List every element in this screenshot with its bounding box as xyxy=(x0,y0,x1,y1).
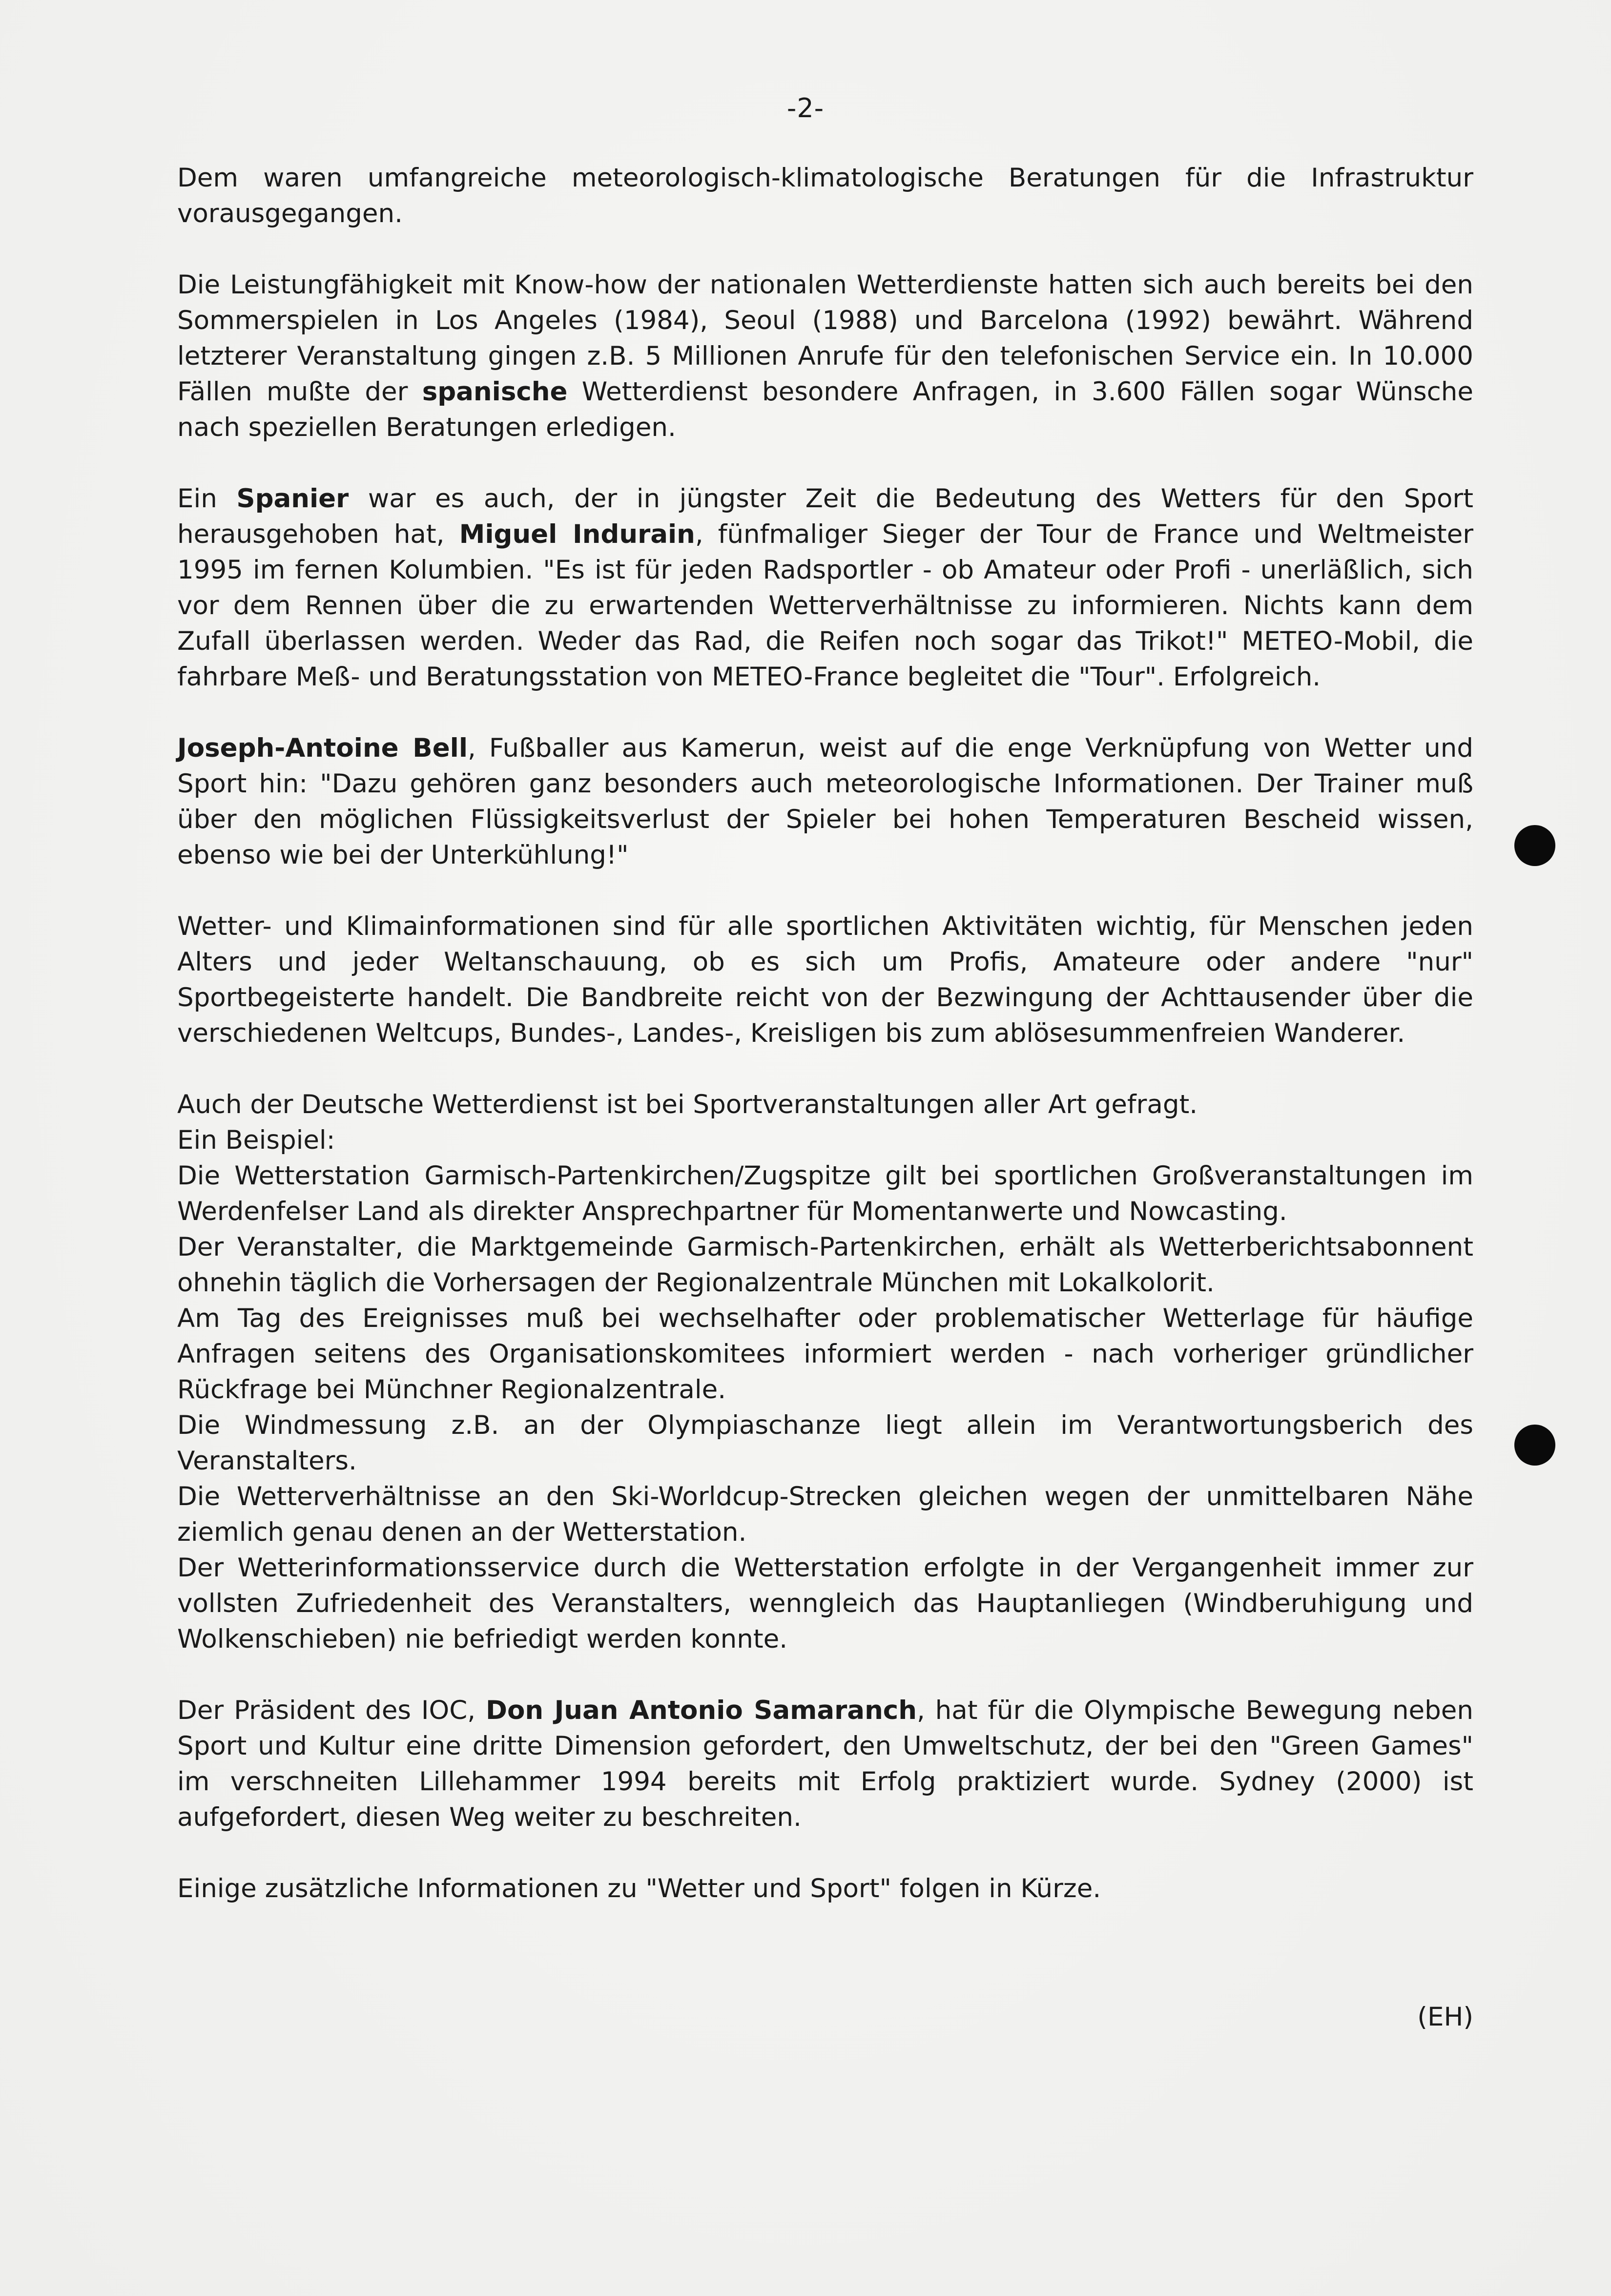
text-line: Ein Beispiel: xyxy=(177,1125,335,1155)
paragraph-climate-info xyxy=(177,909,1473,1051)
text-line: Die Wetterstation Garmisch-Partenkirchen/Zugspitze gilt bei sportlichen Großveranstaltungen im Werdenfelser Land als direkter Ansprechpartner für Momentanwerte und Nowcasting. xyxy=(177,1161,1473,1226)
paragraph-dwd-example xyxy=(177,1087,1473,1657)
text-line: Die Wetterverhältnisse an den Ski-Worldcup-Strecken gleichen wegen der unmittelbaren Nähe ziemlich genau denen an der Wetterstation. xyxy=(177,1482,1473,1547)
text-segment: Der Präsident des IOC, xyxy=(177,1696,486,1725)
paragraph-summer-games xyxy=(177,267,1473,445)
paragraph-text: Wetter- und Klimainformationen sind für alle sportlichen Aktivitäten wichtig, für Menschen jeden Alters und jeder Weltanschauung, ob es sich um Profis, Amateure oder andere "nur" Sportbegeisterte handelt. Die Bandbreite reicht von der Bezwingung der Achttausender über die verschiedenen Weltcups, Bundes-, Landes-, Kreisligen bis zum ablösesummenfreien Wanderer. xyxy=(177,911,1473,1048)
bold-name: Joseph-Antoine Bell xyxy=(177,733,468,763)
text-line: Der Veranstalter, die Marktgemeinde Garmisch-Partenkirchen, erhält als Wetterberichtsabonnent ohnehin täglich die Vorhersagen der Regionalzentrale München mit Lokalkolorit. xyxy=(177,1232,1473,1298)
paragraph-infrastructure xyxy=(177,160,1473,231)
text-line: Die Windmessung z.B. an der Olympiaschanze liegt allein im Verantwortungsberich des Veranstalters. xyxy=(177,1410,1473,1476)
paragraph-closing xyxy=(177,1871,1473,1906)
bold-term: spanische xyxy=(422,377,568,407)
punch-hole xyxy=(1514,825,1555,866)
bold-name: Miguel Indurain xyxy=(459,519,695,549)
bold-term: Spanier xyxy=(236,484,349,514)
text-segment: Ein xyxy=(177,484,237,514)
text-line: Am Tag des Ereignisses muß bei wechselhafter oder problematischer Wetterlage für häufige Anfragen seitens des Organisationskomitees informiert werden - nach vorheriger gründlicher Rückfrage bei Münchner Regionalzentrale. xyxy=(177,1303,1473,1405)
page-number: -2- xyxy=(786,93,825,124)
text-segment: Wetterdienst besondere Anfragen, in 3.600 Fällen sogar Wünsche nach speziellen Beratungen erledigen. xyxy=(177,377,1473,442)
author-initials: (EH) xyxy=(1417,2002,1473,2032)
text-segment: Die Leistungfähigkeit mit Know-how der nationalen Wetterdienste hatten sich auch bereits bei den Sommerspielen in Los Angeles (1984), Seoul (1988) und Barcelona (1992) bewährt. Während letzterer Veranstaltung gingen z.B. 5 Millionen Anrufe für den telefonischen Service ein. In 10.000 Fällen mußte der xyxy=(177,270,1473,407)
text-segment: , hat für die Olympische Bewegung neben Sport und Kultur eine dritte Dimension gefordert, den Umweltschutz, der bei den "Green Games" im verschneiten Lillehammer 1994 bereits mit Erfolg praktiziert wurde. Sydney (2000) ist aufgefordert, diesen Weg weiter zu beschreiten. xyxy=(177,1696,1473,1832)
paragraph-bell xyxy=(177,730,1473,873)
text-segment: , fünfmaliger Sieger der Tour de France und Weltmeister 1995 im fernen Kolumbien. "Es ist für jeden Radsportler - ob Amateur oder Profi - unerläßlich, sich vor dem Rennen über die zu erwartenden Wetterverhältnisse zu informieren. Nichts kann dem Zufall überlassen werden. Weder das Rad, die Reifen noch sogar das Trikot!" METEO-Mobil, die fahrbare Meß- und Beratungsstation von METEO-France begleitet die "Tour". Erfolgreich. xyxy=(177,519,1473,692)
paragraph-indurain xyxy=(177,481,1473,695)
punch-hole xyxy=(1514,1425,1555,1466)
paragraph-samaranch xyxy=(177,1693,1473,1835)
text-segment: , Fußballer aus Kamerun, weist auf die enge Verknüpfung von Wetter und Sport hin: "Dazu gehören ganz besonders auch meteorologische Informationen. Der Trainer muß über den möglichen Flüssigkeitsverlust der Spieler bei hohen Temperaturen Bescheid wissen, ebenso wie bei der Unterkühlung!" xyxy=(177,733,1473,870)
text-line: Der Wetterinformationsservice durch die Wetterstation erfolgte in der Vergangenheit immer zur vollsten Zufriedenheit des Veranstalters, wenngleich das Hauptanliegen (Windberuhigung und Wolkenschieben) nie befriedigt werden konnte. xyxy=(177,1553,1473,1654)
text-line: Auch der Deutsche Wetterdienst ist bei Sportveranstaltungen aller Art gefragt. xyxy=(177,1090,1198,1119)
bold-name: Don Juan Antonio Samaranch xyxy=(485,1696,917,1725)
paragraph-text: Dem waren umfangreiche meteorologisch-klimatologische Beratungen für die Infrastruktur vorausgegangen. xyxy=(177,163,1473,228)
text-segment: war es auch, der in jüngster Zeit die Bedeutung des Wetters für den Sport herausgehoben hat, xyxy=(177,484,1474,549)
paragraph-text: Einige zusätzliche Informationen zu "Wetter und Sport" folgen in Kürze. xyxy=(177,1874,1101,1903)
document-body xyxy=(177,160,1473,1906)
